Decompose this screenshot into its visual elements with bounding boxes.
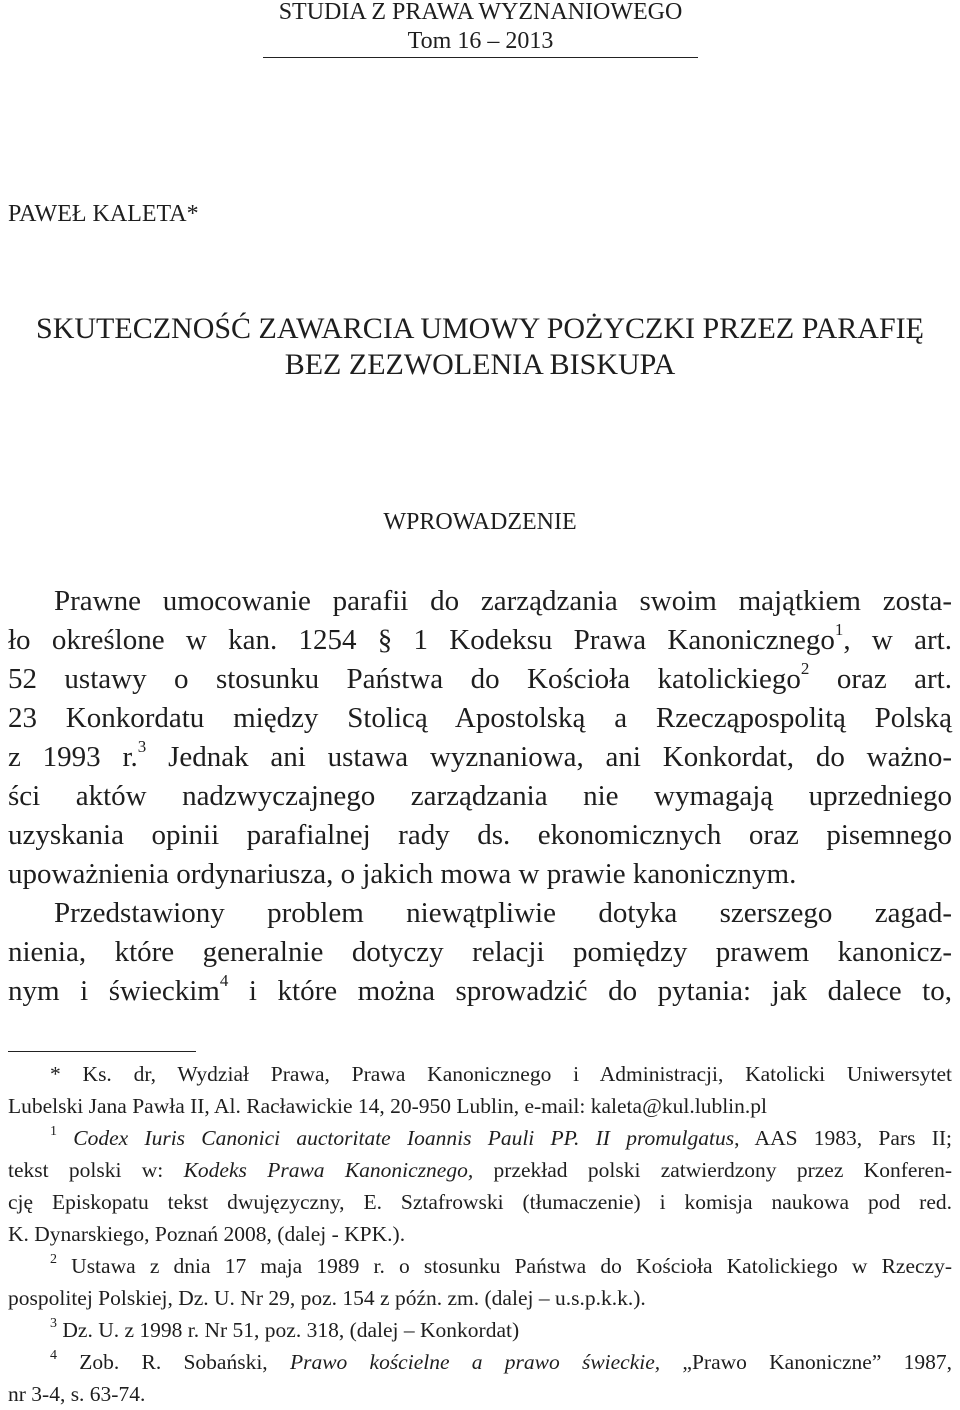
- footnote-1: [8, 1218, 952, 1250]
- text-run: tekst polski w:: [8, 1158, 184, 1182]
- footnote-ref[interactable]: 4: [219, 971, 229, 991]
- paragraph-line: [8, 855, 952, 894]
- article-title-line-1: SKUTECZNOŚĆ ZAWARCIA UMOWY POŻYCZKI PRZEZ PARAFIĘ: [36, 312, 924, 345]
- text-run: i które można sprowadzić do pytania: jak dalece to,: [228, 975, 952, 1007]
- text-run: nym i świeckim: [8, 975, 220, 1007]
- text-run: * Ks. dr, Wydział Prawa, Prawa Kanonicznego i Administracji, Katolicki Uniwersytet: [50, 1062, 952, 1086]
- footnote-4: [8, 1346, 952, 1378]
- text-run: 23 Konkordatu między Stolicą Apostolską a Rzecząpospolitą Polską: [8, 702, 952, 734]
- text-run: „Prawo Kanoniczne” 1987,: [660, 1350, 952, 1374]
- text-run: Lubelski Jana Pawła II, Al. Racławickie 14, 20-950 Lublin, e-mail: kaleta@kul.lublin.pl: [8, 1094, 767, 1118]
- text-run: przekład polski zatwierdzony przez Konferen-: [473, 1158, 953, 1182]
- paragraph-2: [8, 894, 952, 1011]
- footnote-3: [8, 1314, 952, 1346]
- paragraph-line: [8, 699, 952, 738]
- journal-header: [263, 0, 698, 56]
- text-run: ści aktów nadzwyczajnego zarządzania nie wymagają uprzedniego: [8, 780, 952, 812]
- text-run: Ustawa z dnia 17 maja 1989 r. o stosunku Państwa do Kościoła Katolickiego w Rzeczy-: [57, 1254, 952, 1278]
- paragraph-line: [8, 738, 952, 777]
- paragraph-line: [8, 621, 952, 660]
- footnote-ref[interactable]: 2: [800, 659, 810, 679]
- text-run: Prawne umocowanie parafii do zarządzania swoim majątkiem zosta-: [54, 585, 952, 617]
- journal-name: STUDIA Z PRAWA WYZNANIOWEGO: [278, 0, 683, 25]
- text-run: ło określone w kan. 1254 § 1 Kodeksu Prawa Kanonicznego: [8, 624, 835, 656]
- author-name: PAWEŁ KALETA*: [8, 201, 199, 227]
- text-run: nienia, które generalnie dotyczy relacji pomiędzy prawem kanonicz-: [8, 936, 952, 968]
- text-run: uzyskania opinii parafialnej rady ds. ekonomicznych oraz pisemnego: [8, 819, 952, 851]
- footnote-author: [8, 1090, 952, 1122]
- text-run: Jednak ani ustawa wyznaniowa, ani Konkordat, do ważno-: [146, 741, 952, 773]
- text-run: pospolitej Polskiej, Dz. U. Nr 29, poz. 154 z późn. zm. (dalej – u.s.p.k.k.).: [8, 1286, 646, 1310]
- text-run: 52 ustawy o stosunku Państwa do Kościoła katolickiego: [8, 663, 801, 695]
- text-run: nr 3-4, s. 63-74.: [8, 1382, 146, 1406]
- paragraph-1: [8, 582, 952, 894]
- footnote-2: [8, 1250, 952, 1282]
- footnote-ref[interactable]: 3: [137, 737, 147, 757]
- footnotes: [8, 1058, 952, 1410]
- paragraph-line: [8, 933, 952, 972]
- paragraph-line: [8, 660, 952, 699]
- text-run: K. Dynarskiego, Poznań 2008, (dalej - KPK.).: [8, 1222, 406, 1246]
- text-run: Dz. U. z 1998 r. Nr 51, poz. 318, (dalej – Konkordat): [57, 1318, 520, 1342]
- footnote-number: 4: [50, 1347, 57, 1363]
- text-run: oraz art.: [809, 663, 952, 695]
- paragraph-line: [8, 894, 952, 933]
- footnote-number: 3: [50, 1315, 57, 1331]
- paragraph-line: [8, 777, 952, 816]
- text-run: Codex Iuris Canonici auctoritate Ioannis Pauli PP. II promulgatus: [73, 1126, 735, 1150]
- journal-volume: Tom 16 – 2013: [407, 28, 554, 54]
- header-rule: [263, 57, 698, 58]
- paragraph-line: [8, 972, 952, 1011]
- footnote-number: 2: [50, 1251, 57, 1267]
- text-run: Zob. R. Sobański,: [57, 1350, 290, 1374]
- footnote-1: [8, 1154, 952, 1186]
- text-run: cję Episkopatu tekst dwujęzyczny, E. Sztafrowski (tłumaczenie) i komisja naukowa pod red.: [8, 1190, 952, 1214]
- text-run: Przedstawiony problem niewątpliwie dotyka szerszego zagad-: [54, 897, 952, 929]
- text-run: , AAS 1983, Pars II;: [734, 1126, 952, 1150]
- article-title: [0, 311, 960, 383]
- text-run: , w art.: [843, 624, 952, 656]
- footnote-rule: [8, 1051, 196, 1052]
- article-title-line-2: BEZ ZEZWOLENIA BISKUPA: [284, 348, 676, 381]
- text-run: upoważnienia ordynariusza, o jakich mowa w prawie kanonicznym.: [8, 858, 797, 890]
- paragraph-line: [8, 582, 952, 621]
- footnote-2: [8, 1282, 952, 1314]
- footnote-1: [8, 1122, 952, 1154]
- text-run: z 1993 r.: [8, 741, 138, 773]
- footnote-4: [8, 1378, 952, 1410]
- paragraph-line: [8, 816, 952, 855]
- text-run: Kodeks Prawa Kanonicznego,: [183, 1158, 474, 1182]
- footnote-1: [8, 1186, 952, 1218]
- footnote-number: 1: [50, 1123, 57, 1139]
- text-run: Prawo kościelne a prawo świeckie,: [289, 1350, 661, 1374]
- section-heading: WPROWADZENIE: [383, 509, 577, 535]
- footnote-author: [8, 1058, 952, 1090]
- footnote-ref[interactable]: 1: [834, 620, 844, 640]
